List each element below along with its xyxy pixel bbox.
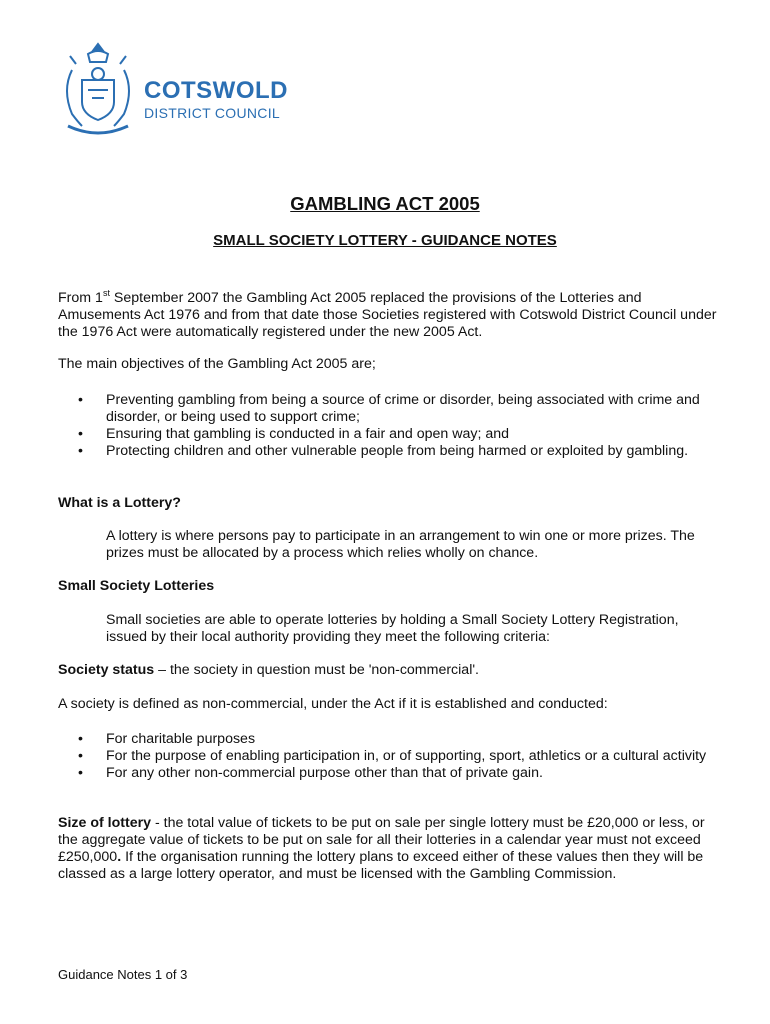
size-text-1: - the total value of tickets to be put on sale per single lottery must be £20,000 or less, or the aggregate value of tickets to be put on sale for all their lotteries in a calendar year must not exceed £250,000 bbox=[58, 815, 705, 865]
list-item: • Ensuring that gambling is conducted in a fair and open way; and bbox=[78, 426, 510, 442]
list-item: • For the purpose of enabling participation in, or of supporting, sport, athletics or a cultural activity bbox=[78, 748, 707, 764]
purpose-text: For charitable purposes bbox=[106, 731, 256, 747]
page-footer: Guidance Notes 1 of 3 bbox=[58, 967, 188, 982]
objectives-list bbox=[58, 392, 718, 460]
list-item: • Protecting children and other vulnerable people from being harmed or exploited by gambling. bbox=[78, 443, 689, 459]
noncommercial-intro: A society is defined as non-commercial, under the Act if it is established and conducted: bbox=[58, 696, 608, 712]
council-name-line2: DISTRICT COUNCIL bbox=[144, 105, 280, 121]
society-status-label: Society status bbox=[58, 662, 155, 678]
society-status-text: – the society in question must be 'non-commercial'. bbox=[154, 662, 479, 678]
intro-superscript: st bbox=[102, 288, 110, 298]
size-text-2: If the organisation running the lottery plans to exceed either of these values then they will be classed as a large lottery operator, and must be licensed with the Gambling Commission. bbox=[58, 849, 704, 882]
intro-paragraph bbox=[58, 290, 718, 341]
society-status bbox=[58, 662, 718, 679]
council-logo bbox=[58, 40, 298, 144]
objectives-intro: The main objectives of the Gambling Act 2005 are; bbox=[58, 356, 376, 372]
lottery-body: A lottery is where persons pay to participate in an arrangement to win one or more prizes. The prizes must be allocated by a process which relies wholly on chance. bbox=[106, 528, 695, 561]
size-of-lottery bbox=[58, 815, 718, 883]
intro-text-start: From 1 bbox=[58, 290, 103, 306]
lottery-heading-text: What is a Lottery? bbox=[58, 495, 181, 511]
document-title: GAMBLING ACT 2005 bbox=[290, 193, 480, 214]
purpose-text: For any other non-commercial purpose other than that of private gain. bbox=[106, 765, 543, 781]
purpose-text: For the purpose of enabling participation in, or of supporting, sport, athletics or a cultural activity bbox=[106, 748, 707, 764]
objective-text: Protecting children and other vulnerable people from being harmed or exploited by gambling. bbox=[106, 443, 689, 459]
size-bold-dot: . bbox=[117, 849, 122, 865]
list-item: • For any other non-commercial purpose other than that of private gain. bbox=[78, 765, 543, 781]
size-label: Size of lottery bbox=[58, 815, 152, 831]
purposes-list bbox=[58, 731, 718, 782]
lottery-heading bbox=[58, 495, 718, 512]
document-subtitle: SMALL SOCIETY LOTTERY - GUIDANCE NOTES bbox=[213, 232, 557, 249]
small-society-heading bbox=[58, 578, 718, 595]
list-item: • For charitable purposes bbox=[78, 731, 256, 747]
objective-text: Preventing gambling from being a source of crime or disorder, being associated with crime and disorder, or being used to support crime; bbox=[106, 392, 700, 425]
council-name-line1: COTSWOLD bbox=[144, 77, 288, 104]
small-society-body: Small societies are able to operate lotteries by holding a Small Society Lottery Registration, issued by their local authority providing they meet the following criteria: bbox=[106, 612, 679, 645]
objective-text: Ensuring that gambling is conducted in a fair and open way; and bbox=[106, 426, 510, 442]
list-item: • Preventing gambling from being a source of crime or disorder, being associated with crime and disorder, or being used to support crime; bbox=[78, 392, 700, 425]
intro-text-rest: September 2007 the Gambling Act 2005 replaced the provisions of the Lotteries and Amusements Act 1976 and from that date those Societies registered with Cotswold District Council under the 1976 Act were automatically registered under the new 2005 Act. bbox=[58, 290, 717, 340]
small-society-heading-text: Small Society Lotteries bbox=[58, 578, 215, 594]
council-name bbox=[144, 78, 288, 122]
council-crest-icon bbox=[58, 40, 138, 144]
